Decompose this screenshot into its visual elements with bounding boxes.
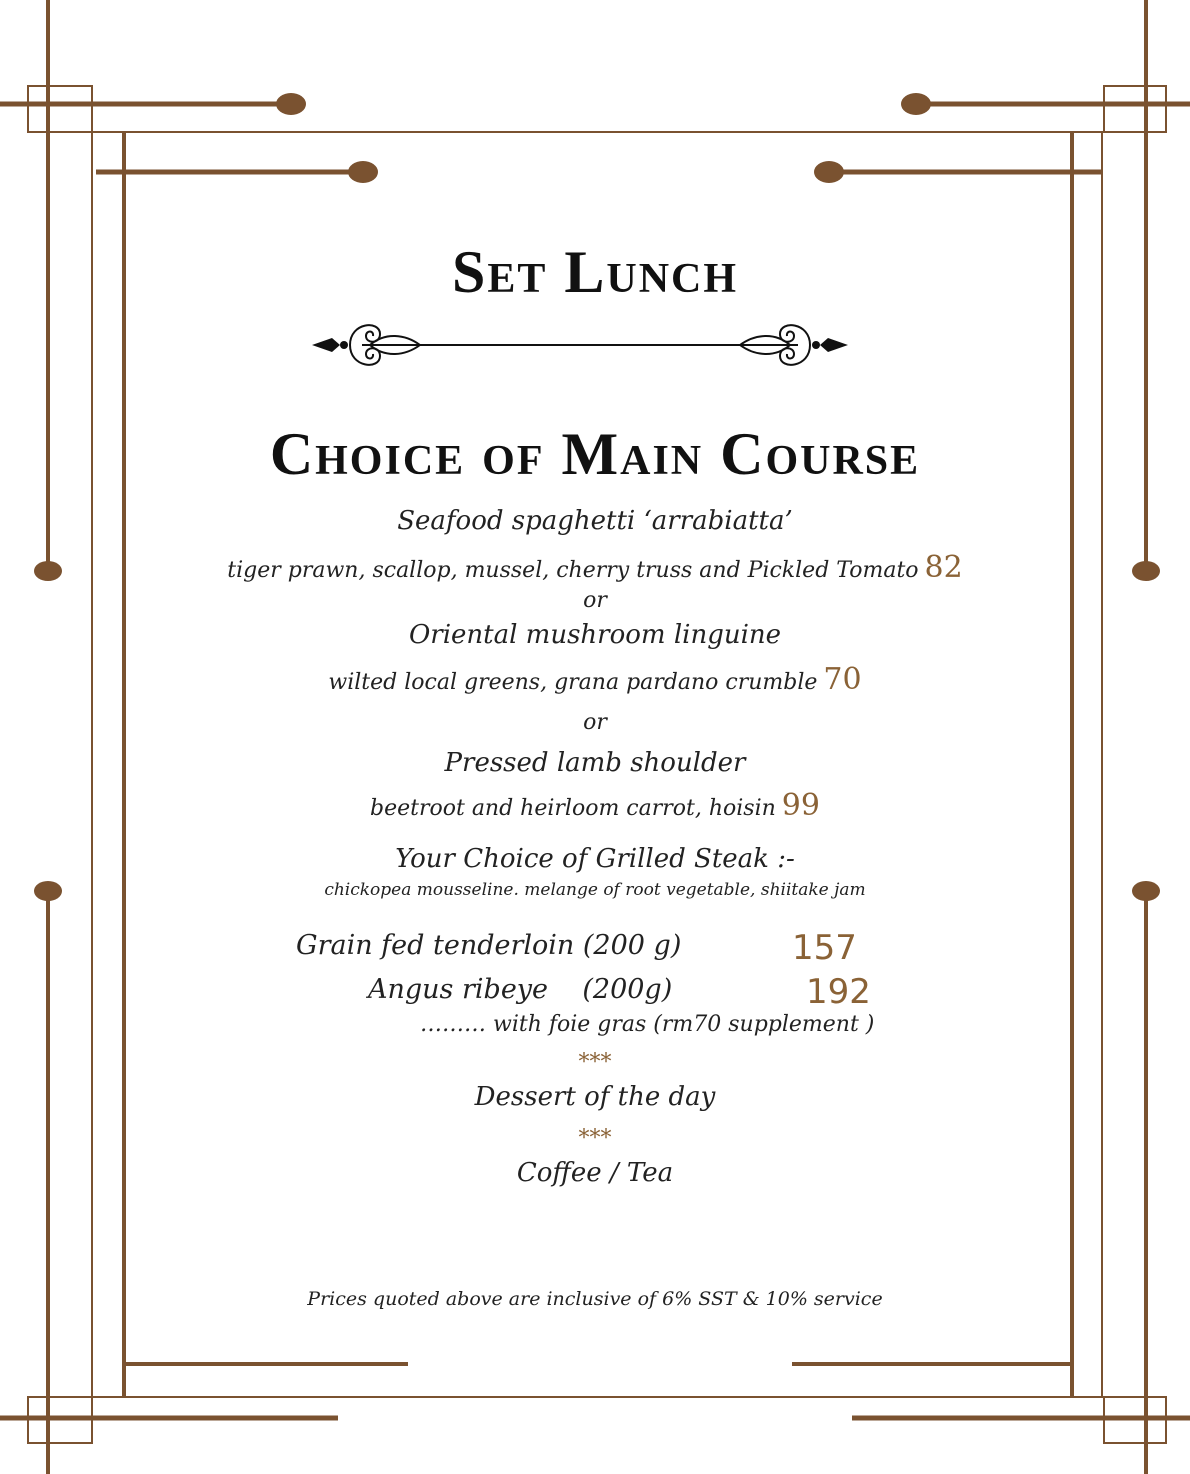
dish-name: Pressed lamb shoulder	[444, 748, 746, 778]
steak-option-name: Grain fed tenderloin (200 g)	[296, 930, 682, 961]
steak-supplement: ……… with foie gras (rm70 supplement )	[420, 1012, 875, 1037]
menu-title: Set Lunch	[451, 239, 739, 305]
dish-price: 99	[781, 788, 820, 823]
dessert: Dessert of the day	[474, 1082, 716, 1112]
or-separator: or	[583, 588, 607, 613]
dish-name: Oriental mushroom linguine	[408, 620, 782, 650]
price-footnote: Prices quoted above are inclusive of 6% SST & 10% service	[307, 1288, 883, 1310]
dish-name: Seafood spaghetti ‘arrabiatta’	[397, 506, 793, 536]
dish-description: wilted local greens, grana pardano crumble 70	[328, 662, 862, 697]
ornament-divider	[310, 312, 850, 378]
star-separator: ***	[578, 1050, 612, 1075]
or-separator: or	[583, 710, 607, 735]
star-separator: ***	[578, 1126, 612, 1151]
section-heading: Choice of Main Course	[269, 421, 921, 487]
steak-option-price: 192	[806, 972, 871, 1012]
steak-description: chickopea mousseline. melange of root vegetable, shiitake jam	[324, 880, 866, 900]
dish-price: 70	[823, 662, 862, 697]
steak-option-name: Angus ribeye (200g)	[368, 974, 673, 1005]
steak-option-price: 157	[792, 928, 857, 968]
beverage: Coffee / Tea	[516, 1158, 674, 1188]
dish-price: 82	[924, 550, 963, 585]
dish-description: beetroot and heirloom carrot, hoisin 99	[370, 788, 820, 823]
steak-heading: Your Choice of Grilled Steak :-	[395, 844, 795, 874]
dish-description: tiger prawn, scallop, mussel, cherry truss and Pickled Tomato 82	[227, 550, 963, 585]
